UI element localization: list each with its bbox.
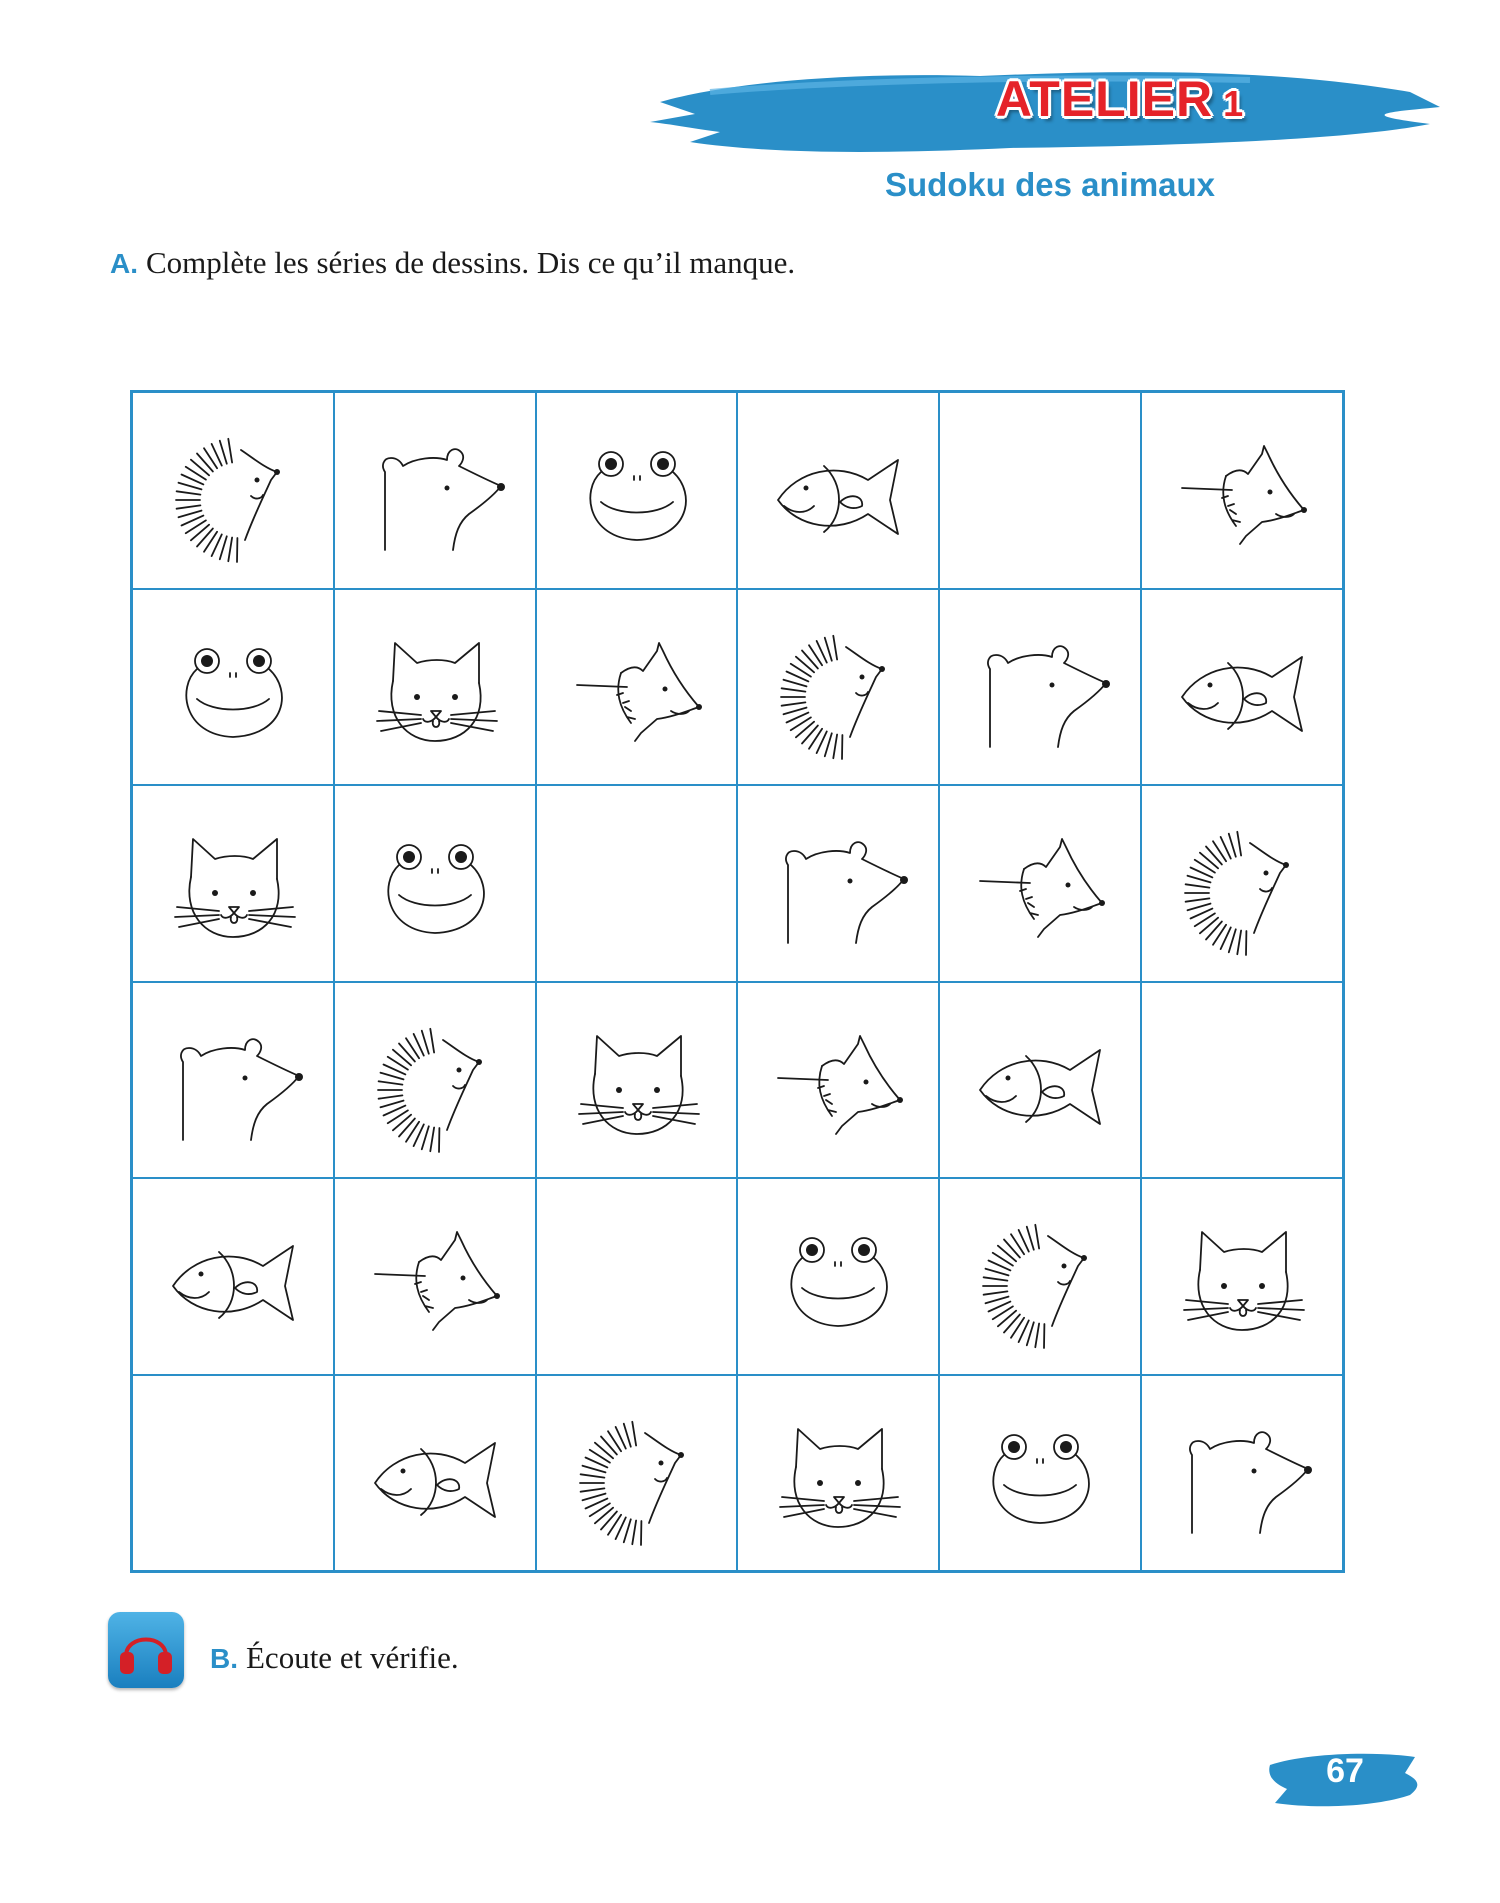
sudoku-cell (737, 1178, 939, 1375)
fox-icon (758, 1000, 918, 1160)
frog-icon (758, 1196, 918, 1356)
sudoku-cell (939, 785, 1141, 982)
fox-icon (355, 1196, 515, 1356)
sudoku-cell-empty (1141, 982, 1343, 1179)
sudoku-cell-empty (536, 785, 738, 982)
sudoku-cell (1141, 785, 1343, 982)
sudoku-cell (939, 589, 1141, 786)
sudoku-cell (334, 392, 536, 589)
sudoku-cell (132, 589, 334, 786)
animal-sudoku-grid (130, 390, 1345, 1573)
cat-icon (557, 1000, 717, 1160)
cat-icon (153, 803, 313, 963)
bear-icon (355, 410, 515, 570)
sudoku-cell (334, 1178, 536, 1375)
fox-icon (960, 803, 1120, 963)
fish-icon (355, 1393, 515, 1553)
sudoku-cell (737, 1375, 939, 1572)
page-subtitle: Sudoku des animaux (884, 166, 1216, 203)
sudoku-cell (536, 589, 738, 786)
fish-icon (153, 1196, 313, 1356)
hedgehog-icon (355, 1000, 515, 1160)
fox-icon (557, 607, 717, 767)
sudoku-cell (1141, 1375, 1343, 1572)
sudoku-cell (939, 1178, 1141, 1375)
sudoku-cell (536, 392, 738, 589)
fish-icon (758, 410, 918, 570)
frog-icon (960, 1393, 1120, 1553)
sudoku-cell-empty (536, 1178, 738, 1375)
sudoku-cell (1141, 589, 1343, 786)
hedgehog-icon (960, 1196, 1120, 1356)
page-number: 67 (1326, 1752, 1364, 1790)
sudoku-cell (334, 1375, 536, 1572)
sudoku-cell (939, 982, 1141, 1179)
hedgehog-icon (758, 607, 918, 767)
fox-icon (1162, 410, 1322, 570)
atelier-title: ATELIER 1 (995, 71, 1245, 127)
sudoku-cell (1141, 1178, 1343, 1375)
sudoku-cell (334, 589, 536, 786)
sudoku-cell (132, 785, 334, 982)
sudoku-cell (939, 1375, 1141, 1572)
cat-icon (758, 1393, 918, 1553)
sudoku-cell (334, 785, 536, 982)
bear-icon (758, 803, 918, 963)
sudoku-cell (737, 589, 939, 786)
header-banner (650, 62, 1450, 172)
fish-icon (960, 1000, 1120, 1160)
sudoku-cell (334, 982, 536, 1179)
hedgehog-icon (1162, 803, 1322, 963)
sudoku-cell (737, 982, 939, 1179)
bear-icon (153, 1000, 313, 1160)
bear-icon (1162, 1393, 1322, 1553)
frog-icon (355, 803, 515, 963)
bear-icon (960, 607, 1120, 767)
sudoku-cell (737, 785, 939, 982)
sudoku-cell (1141, 392, 1343, 589)
sudoku-cell (536, 1375, 738, 1572)
hedgehog-icon (557, 1393, 717, 1553)
instruction-a-text: Complète les séries de dessins. Dis ce qu’il manque. (146, 245, 796, 280)
headphones-icon[interactable] (108, 1612, 184, 1688)
frog-icon (153, 607, 313, 767)
sudoku-cell-empty (939, 392, 1141, 589)
exercise-letter-b: B. (210, 1643, 238, 1674)
cat-icon (1162, 1196, 1322, 1356)
sudoku-cell-empty (132, 1375, 334, 1572)
sudoku-cell (132, 982, 334, 1179)
hedgehog-icon (153, 410, 313, 570)
exercise-letter-a: A. (110, 248, 138, 279)
instruction-b-text: Écoute et vérifie. (246, 1640, 459, 1675)
sudoku-cell (737, 392, 939, 589)
frog-icon (557, 410, 717, 570)
fish-icon (1162, 607, 1322, 767)
cat-icon (355, 607, 515, 767)
instruction-a (110, 245, 795, 281)
sudoku-cell (132, 392, 334, 589)
sudoku-cell (536, 982, 738, 1179)
sudoku-cell (132, 1178, 334, 1375)
instruction-b (210, 1640, 459, 1676)
